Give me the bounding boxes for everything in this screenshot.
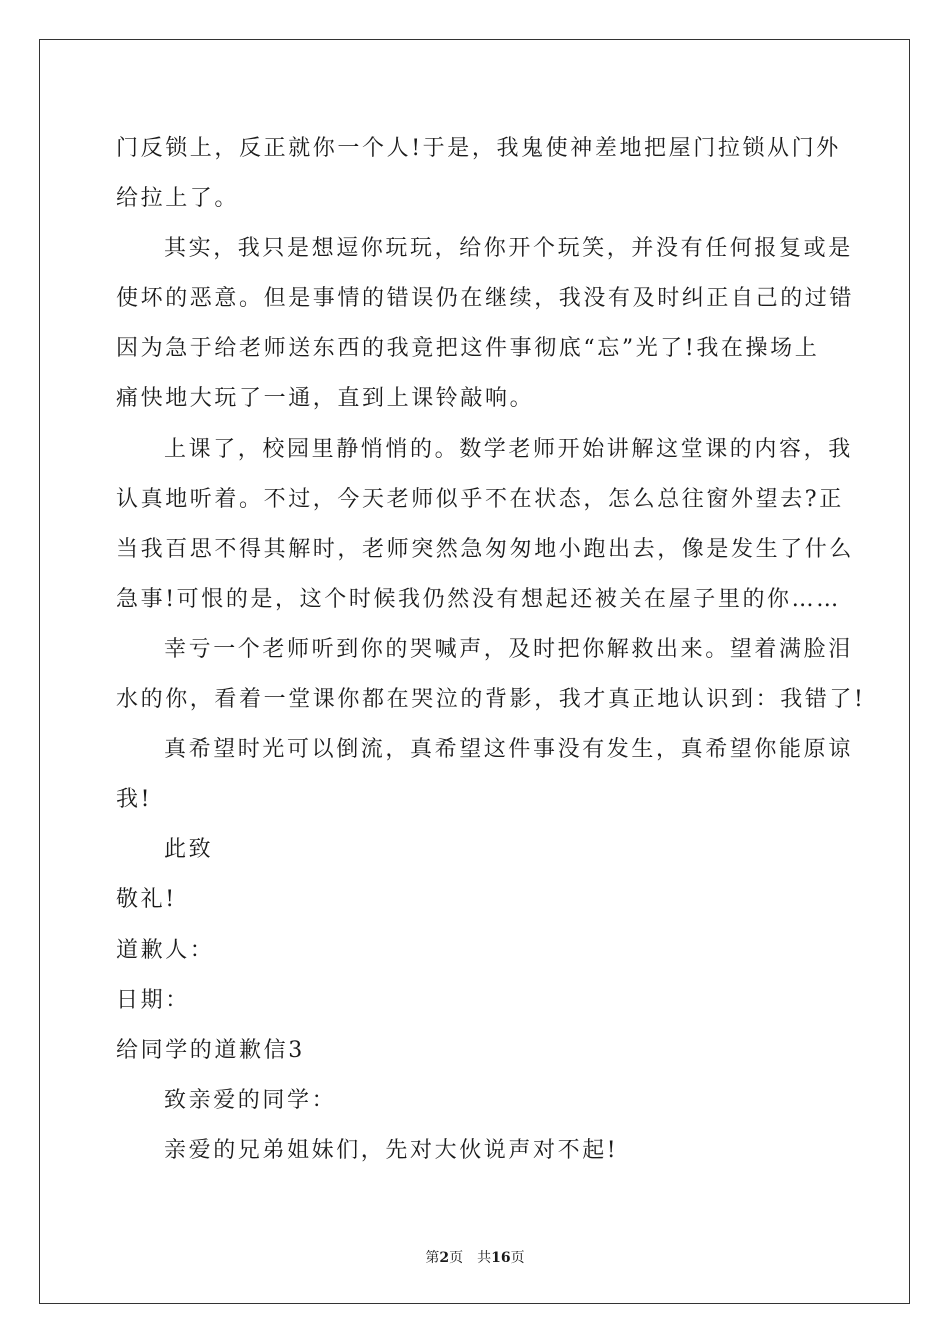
signer-label: 道歉人：	[116, 937, 215, 963]
total-pages: 16	[491, 1250, 511, 1266]
text-line: 当我百思不得其解时，老师突然急匆匆地小跑出去，像是发生了什么	[116, 536, 855, 562]
text-line: 使坏的恶意。但是事情的错误仍在继续，我没有及时纠正自己的过错	[116, 286, 855, 312]
page-footer	[0, 1247, 950, 1267]
greeting: 致亲爱的同学：	[164, 1087, 337, 1113]
text-line: 给拉上了。	[116, 186, 240, 212]
paragraph-start: 幸亏一个老师听到你的哭喊声，及时把你解救出来。望着满脸泪	[164, 636, 853, 662]
text-line: 痛快地大玩了一通，直到上课铃敲响。	[116, 386, 535, 412]
closing-regards: 敬礼!	[116, 887, 177, 913]
total-suffix: 页	[510, 1250, 525, 1266]
page-prefix: 第	[425, 1250, 440, 1266]
closing-salutation: 此致	[164, 837, 214, 863]
text-line: 水的你，看着一堂课你都在哭泣的背影，我才真正地认识到：我错了!	[116, 687, 866, 713]
text-line: 门反锁上，反正就你一个人!于是，我鬼使神差地把屋门拉锁从门外	[116, 136, 841, 161]
letter-body	[116, 124, 866, 1176]
page-number: 2	[439, 1250, 450, 1266]
section-title: 给同学的道歉信3	[116, 1037, 305, 1063]
text-line: 因为急于给老师送东西的我竟把这件事彻底“忘”光了!我在操场上	[116, 336, 820, 362]
text-line: 我!	[116, 787, 153, 813]
paragraph-start: 上课了，校园里静悄悄的。数学老师开始讲解这堂课的内容，我	[164, 436, 853, 462]
total-prefix: 共	[477, 1250, 492, 1266]
text-line: 认真地听着。不过，今天老师似乎不在状态，怎么总往窗外望去?正	[116, 486, 844, 512]
paragraph-start: 其实，我只是想逗你玩玩，给你开个玩笑，并没有任何报复或是	[164, 236, 853, 262]
paragraph-start: 真希望时光可以倒流，真希望这件事没有发生，真希望你能原谅	[164, 737, 853, 763]
date-label: 日期：	[116, 987, 190, 1013]
paragraph-start: 亲爱的兄弟姐妹们，先对大伙说声对不起!	[164, 1137, 619, 1163]
text-line: 急事!可恨的是，这个时候我仍然没有想起还被关在屋子里的你……	[116, 586, 841, 612]
page-suffix: 页	[449, 1250, 464, 1266]
